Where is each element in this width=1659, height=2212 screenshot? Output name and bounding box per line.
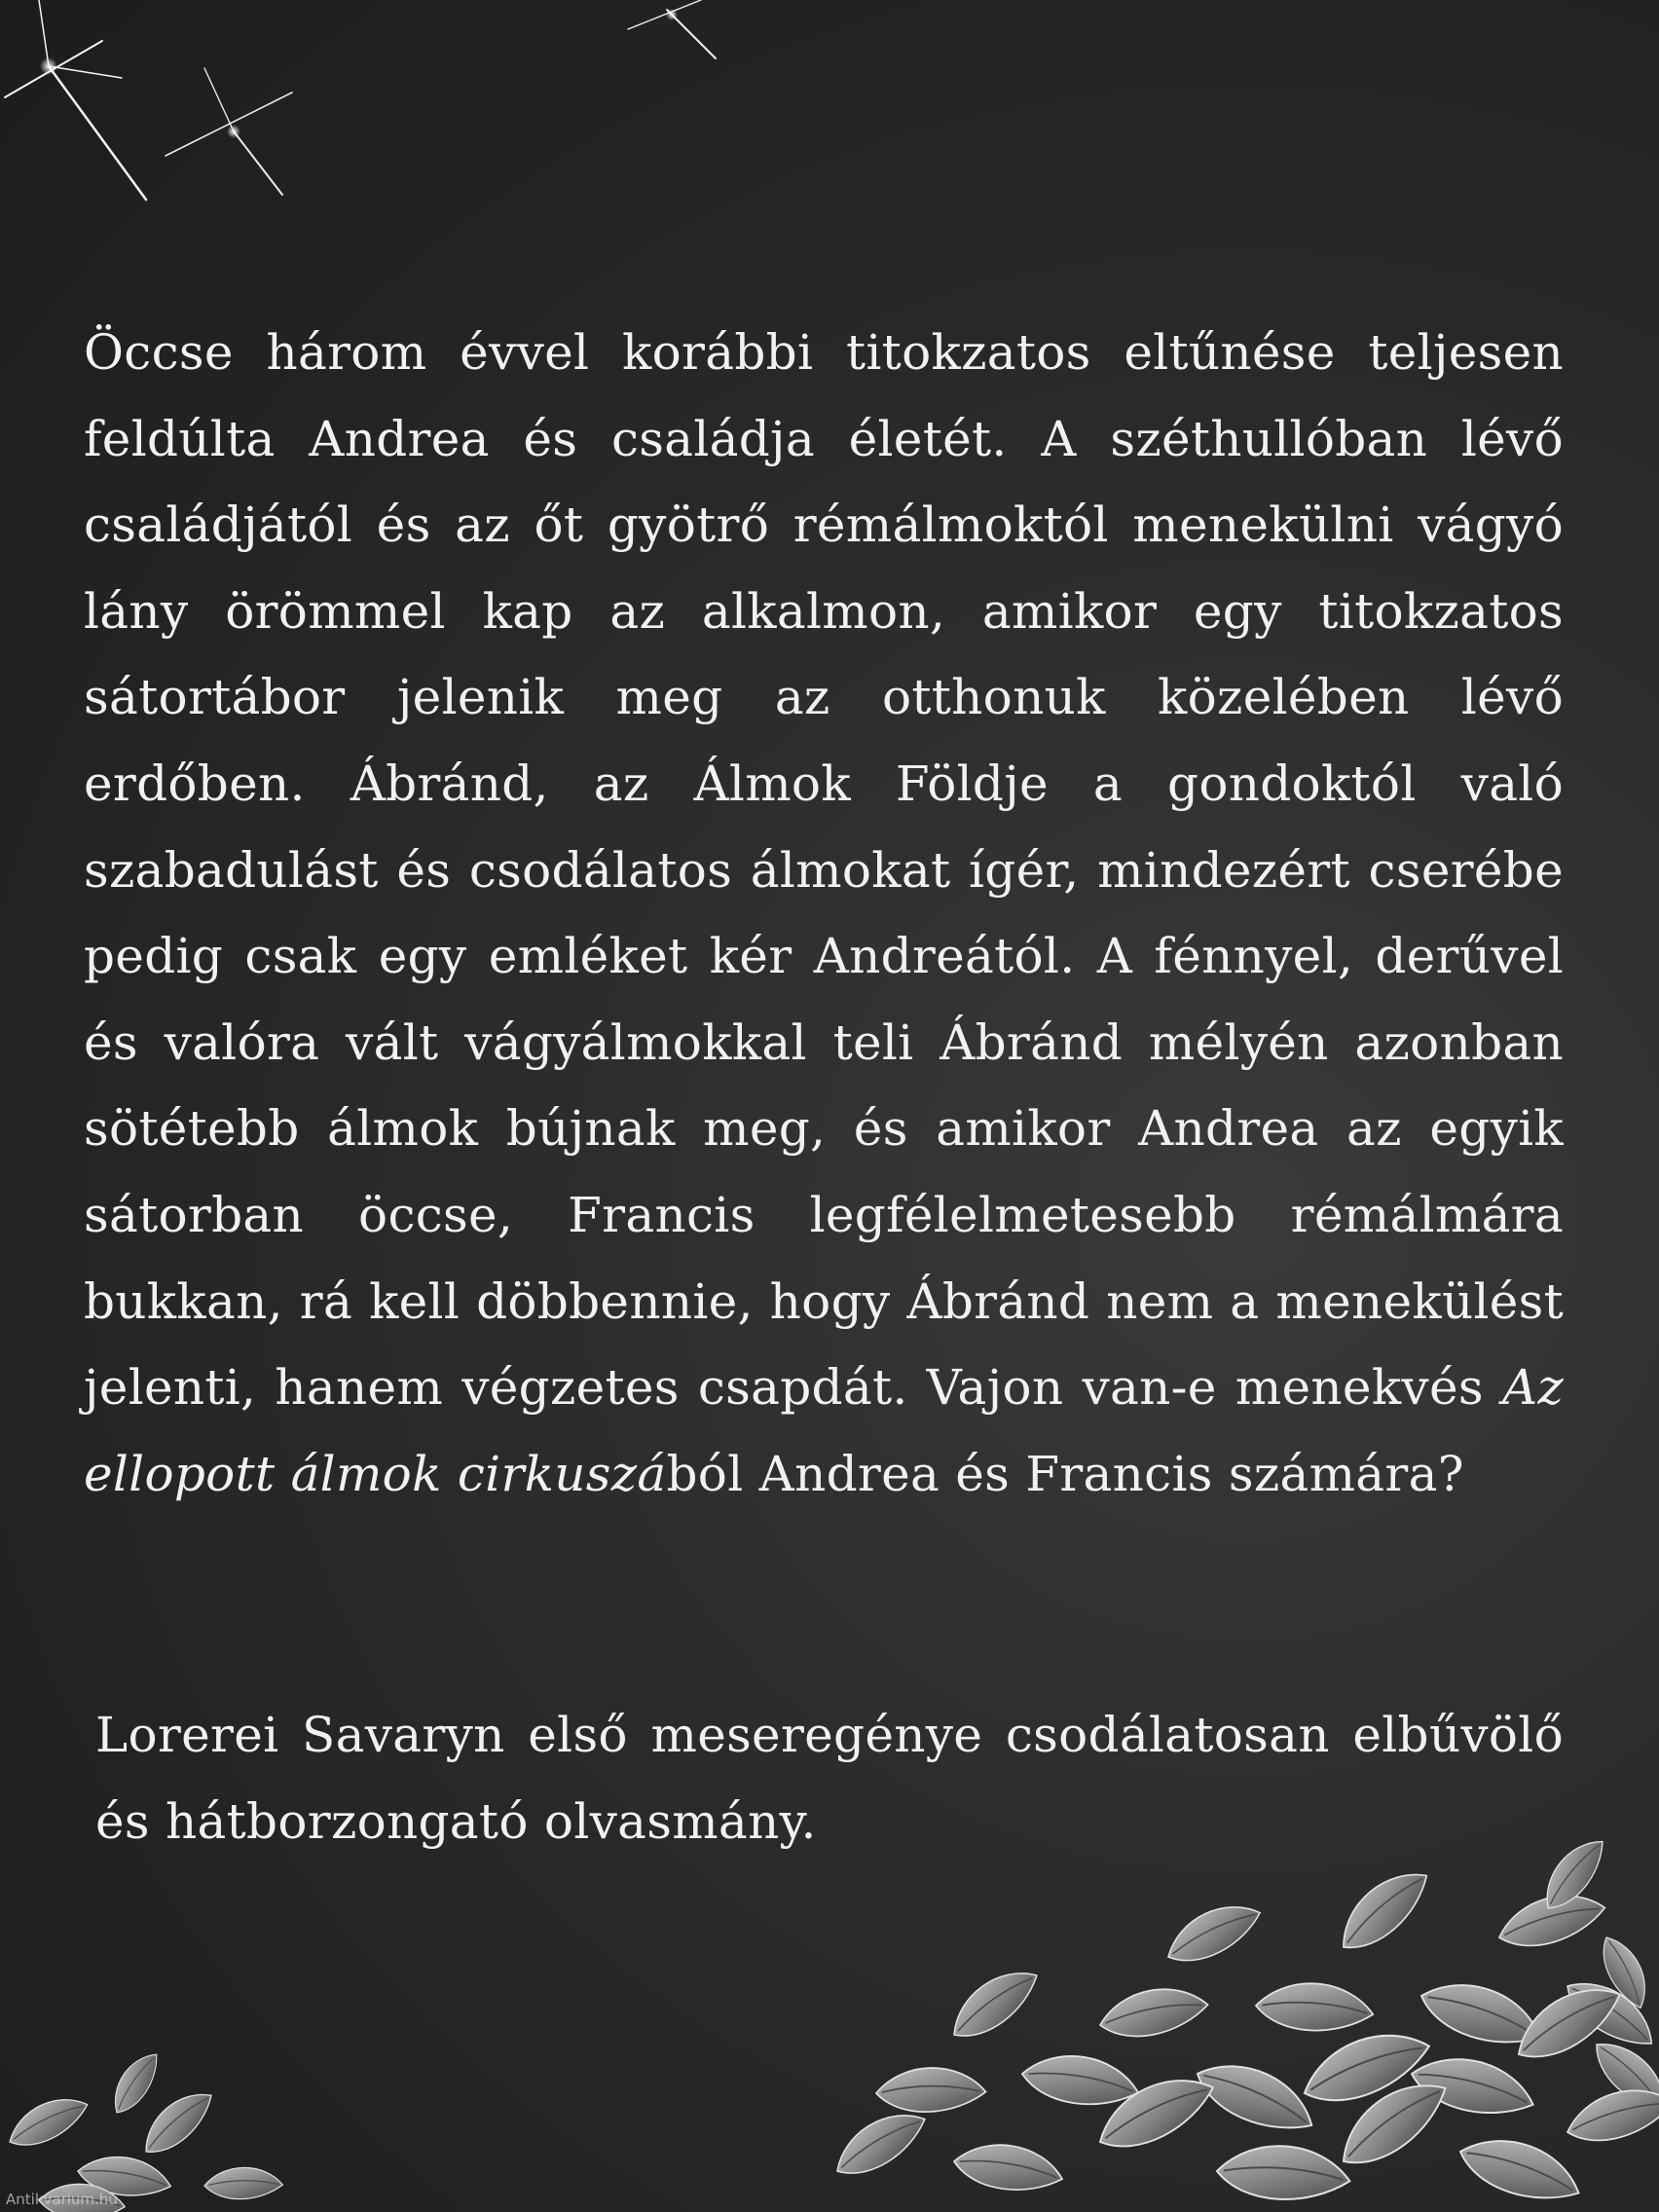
book-title: Az ellopott álmok cirkuszá	[84, 1359, 1564, 1502]
blurb-text: Öccse három évvel korábbi titokzatos eltűnése teljesen feldúlta Andrea és családja életét. A széthullóban lévő családjától és az őt gyötrő rémálmoktól menekülni vágyó lány örömmel kap az alkalmon, amikor egy titokzatos sátortábor jelenik meg az otthonuk közelében lévő erdőben. Ábránd, az Álmok Földje a gondoktól való szabadulást és csodálatos álmokat ígér, mindezért cserébe pedig csak egy emléket kér Andreától. A fénnyel, derűvel és valóra vált vágyálmokkal teli Ábránd mélyén azonban sötétebb álmok bújnak meg, és amikor Andrea az egyik sátorban öccse, Francis legfélelmetesebb rémálmára bukkan, rá kell döbbennie, hogy Ábránd nem a menekülést jelenti, hanem végzetes csapdát. Vajon van-e menekvés	[84, 324, 1564, 1417]
leaf-cluster-right	[826, 1830, 1659, 2212]
author-note: Lorerei Savaryn első meseregénye csodálatosan elbűvölő és hátborzongató olvasmány.	[95, 1707, 1564, 1850]
watermark: Antikvarium.hu	[6, 2191, 118, 2208]
leaf-cluster-left	[2, 2046, 284, 2212]
blurb-text-end: ból Andrea és Francis számára?	[666, 1445, 1464, 1502]
